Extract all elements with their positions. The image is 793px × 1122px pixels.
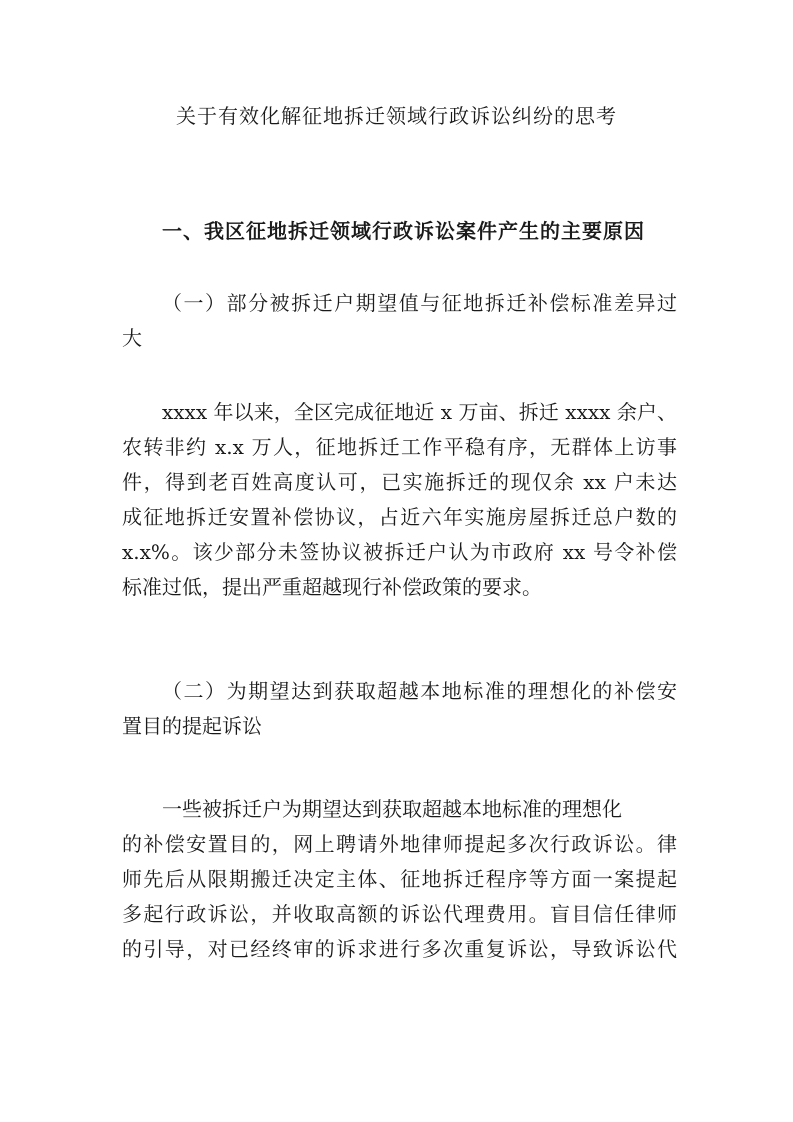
paragraph-1-line: 标准过低，提出严重超越现行补偿政策的要求。 (122, 575, 542, 599)
paragraph-1 (122, 395, 677, 605)
paragraph-2-line: 的补偿安置目的，网上聘请外地律师提起多次行政诉讼。律 (122, 832, 677, 856)
section-heading: 一、我区征地拆迁领域行政诉讼案件产生的主要原因 (162, 219, 645, 243)
subheading-1-line: 大 (122, 326, 142, 350)
paragraph-1-line: 成征地拆迁安置补偿协议，占近六年实施房屋拆迁总户数的 (122, 505, 677, 529)
paragraph-1-line: x.x%。该少部分未签协议被拆迁户认为市政府 xx 号令补偿 (122, 540, 677, 564)
paragraph-1-line: 件，得到老百姓高度认可，已实施拆迁的现仅余 xx 户未达 (122, 470, 677, 494)
paragraph-1-line: 农转非约 x.x 万人，征地拆迁工作平稳有序，无群体上访事 (122, 435, 677, 459)
subheading-1 (122, 286, 677, 356)
paragraph-2 (122, 792, 677, 967)
paragraph-2-line: 多起行政诉讼，并收取高额的诉讼代理费用。盲目信任律师 (122, 902, 677, 926)
paragraph-2-line: 一些被拆迁户为期望达到获取超越本地标准的理想化 (162, 797, 622, 821)
subheading-1-line: （一）部分被拆迁户期望值与征地拆迁补偿标准差异过 (162, 291, 677, 315)
subheading-2 (122, 674, 677, 744)
paragraph-1-line: xxxx 年以来，全区完成征地近 x 万亩、拆迁 xxxx 余户、 (162, 400, 677, 424)
paragraph-2-line: 的引导，对已经终审的诉求进行多次重复诉讼，导致诉讼代 (122, 937, 677, 961)
document-title: 关于有效化解征地拆迁领域行政诉讼纠纷的思考 (176, 104, 617, 128)
subheading-2-line: 置目的提起诉讼 (122, 714, 262, 738)
subheading-2-line: （二）为期望达到获取超越本地标准的理想化的补偿安 (162, 679, 677, 703)
paragraph-2-line: 师先后从限期搬迁决定主体、征地拆迁程序等方面一案提起 (122, 867, 677, 891)
